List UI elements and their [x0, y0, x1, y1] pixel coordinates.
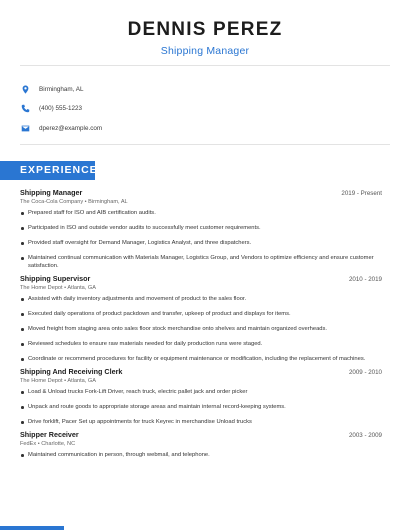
- job-bullet: Drive forklift, Pacer Set up appointments for truck Keyrec in merchandise Unload trucks: [20, 418, 382, 426]
- job-bullets: [20, 209, 382, 270]
- job-dates: 2019 - Present: [341, 190, 382, 197]
- job-entry: [20, 274, 382, 363]
- job-bullet: Prepared staff for ISO and AIB certification audits.: [20, 209, 382, 217]
- job-bullet: Coordinate or recommend procedures for facility or equipment maintenance or modification, including the replacement of machines.: [20, 355, 382, 363]
- candidate-title: Shipping Manager: [160, 45, 250, 57]
- experience-section-heading: EXPERIENCE: [0, 161, 95, 180]
- job-entry: [20, 367, 382, 426]
- job-title: Shipper Receiver: [20, 430, 79, 439]
- job-title: Shipping Manager: [20, 188, 83, 197]
- job-bullet: Unpack and route goods to appropriate storage areas and maintain internal record-keeping systems.: [20, 403, 382, 411]
- job-bullet: Load & Unload trucks Fork-Lift Driver, reach truck, electric pallet jack and order picker: [20, 388, 382, 396]
- job-bullet: Executed daily operations of product packdown and transfer, upkeep of product and displays for items.: [20, 310, 382, 318]
- job-bullet: Maintained communication in person, through webmail, and telephone.: [20, 451, 382, 459]
- job-company: The Home Depot • Atlanta, GA: [20, 285, 96, 291]
- header-divider: [20, 65, 390, 66]
- candidate-name: DENNIS PEREZ: [127, 19, 283, 40]
- job-company: The Coca-Cola Company • Birmingham, AL: [20, 199, 128, 205]
- job-title: Shipping Supervisor: [20, 274, 91, 283]
- job-bullets: [20, 451, 382, 459]
- experience-list: [20, 188, 382, 466]
- job-bullets: [20, 388, 382, 426]
- job-title: Shipping And Receiving Clerk: [20, 367, 123, 376]
- contact-email: [20, 119, 102, 137]
- job-company: The Home Depot • Atlanta, GA: [20, 378, 96, 384]
- job-bullets: [20, 295, 382, 363]
- footer-accent-bar: [0, 526, 64, 530]
- contact-list: [20, 80, 102, 138]
- contact-divider: [20, 144, 390, 145]
- job-bullet: Maintained continual communication with Materials Manager, Logistics Group, and Vendors to optimize efficiency and ensure customer satisfaction.: [20, 254, 382, 270]
- contact-phone: [20, 100, 102, 118]
- contact-phone-text: (400) 555-1223: [39, 105, 83, 112]
- resume-header: [0, 0, 410, 57]
- location-pin-icon: [20, 84, 31, 95]
- job-bullet: Moved freight from staging area onto sales floor stock merchandise onto shelves and maintain organized overheads.: [20, 325, 382, 333]
- job-dates: 2010 - 2019: [348, 276, 382, 283]
- phone-icon: [20, 103, 31, 114]
- contact-email-text: dperez@example.com: [39, 124, 103, 132]
- job-bullet: Assisted with daily inventory adjustments and movement of product to the sales floor.: [20, 295, 382, 303]
- job-bullet: Reviewed schedules to ensure raw materials needed for daily production runs were staged.: [20, 340, 382, 348]
- contact-location-text: Birmingham, AL: [39, 85, 84, 93]
- job-bullet: Participated in ISO and outside vendor audits to successfully meet customer requirements.: [20, 224, 382, 232]
- job-bullet: Provided staff oversight for Demand Manager, Logistics Analyst, and three dispatchers.: [20, 239, 382, 247]
- job-dates: 2003 - 2009: [348, 432, 382, 439]
- job-entry: [20, 188, 382, 270]
- job-dates: 2009 - 2010: [348, 369, 382, 376]
- job-company: FedEx • Charlotte, NC: [20, 441, 76, 447]
- contact-location: [20, 80, 102, 98]
- email-icon: [20, 123, 31, 134]
- job-entry: [20, 430, 382, 459]
